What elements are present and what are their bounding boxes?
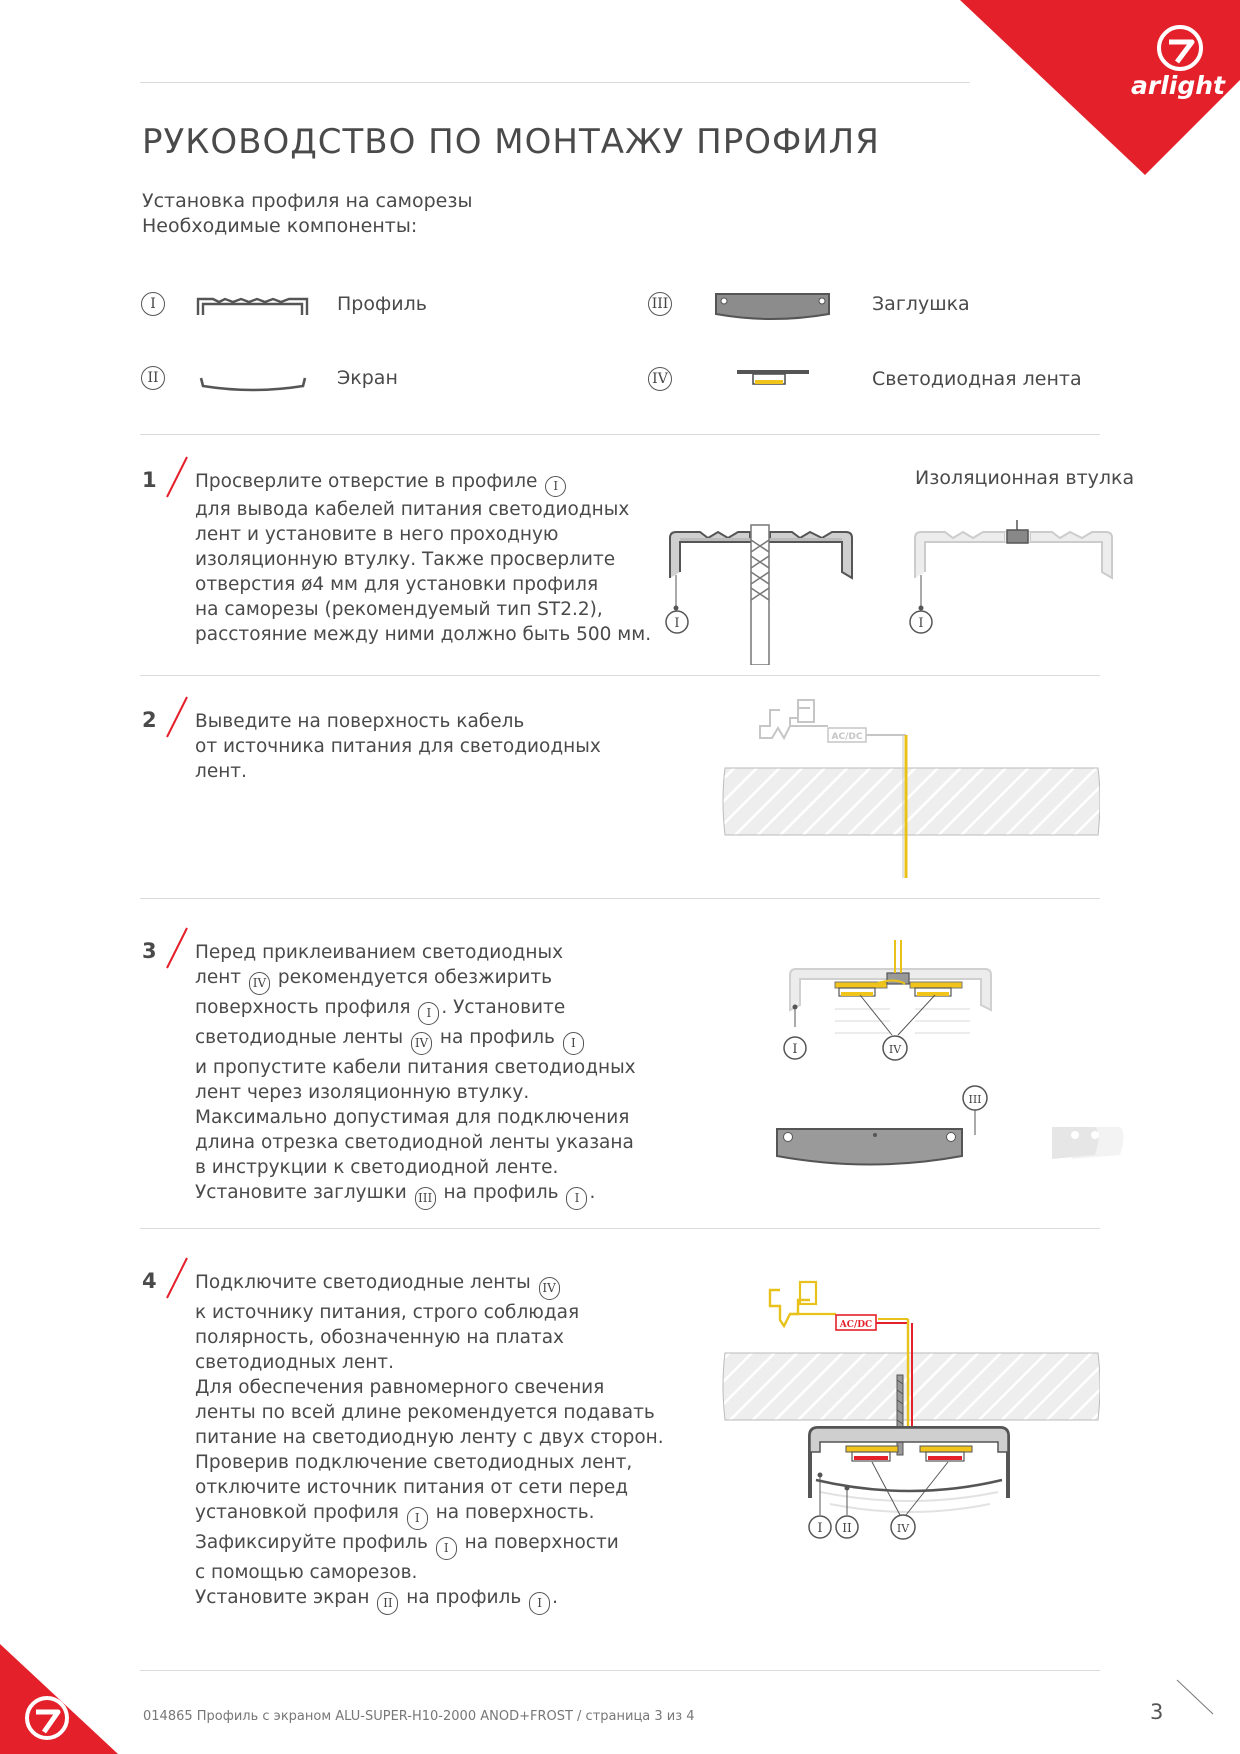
- step-text-line: Перед приклеиванием светодиодных: [195, 942, 564, 963]
- step-text-fragment: на профиль: [406, 1587, 522, 1608]
- roman-marker: IV: [648, 367, 672, 391]
- footer-text: 014865 Профиль с экраном ALU-SUPER-H10-2000 ANOD+FROST / страница 3 из 4: [143, 1709, 695, 1724]
- roman-ref: I: [563, 1032, 584, 1055]
- step-text-line: отверстия ø4 мм для установки профиля: [195, 574, 599, 595]
- step-text-fragment: установкой профиля: [195, 1502, 399, 1523]
- step-3-text: [195, 940, 636, 1210]
- bushing-label: Изоляционная втулка: [915, 467, 1135, 489]
- step-text-fragment: на поверхность.: [435, 1502, 595, 1523]
- step-text-line: Выведите на поверхность кабель: [195, 711, 525, 732]
- step-text-line: Проверив подключение светодиодных лент,: [195, 1452, 633, 1473]
- footer-divider: [140, 1670, 1100, 1671]
- step-text-fragment: рекомендуется обезжирить: [277, 967, 553, 988]
- step-text-line: лент через изоляционную втулку.: [195, 1082, 530, 1103]
- screen-icon: [198, 374, 308, 396]
- drilling-diagram: [660, 520, 1120, 665]
- step-slash: [162, 926, 192, 970]
- subtitle-line: Установка профиля на саморезы: [142, 190, 473, 212]
- step-number: 3: [142, 939, 157, 963]
- step-text-line: отключите источник питания от сети перед: [195, 1477, 629, 1498]
- step-4-text: [195, 1270, 664, 1615]
- roman-marker: III: [648, 292, 672, 316]
- roman-ref: I: [529, 1592, 550, 1615]
- step-text-line: питание на светодиодную ленту с двух сторон.: [195, 1427, 664, 1448]
- svg-text:IV: IV: [888, 1043, 902, 1056]
- step-text-line: Для обеспечения равномерного свечения: [195, 1377, 605, 1398]
- step-text-line: полярность, обозначенную на платах: [195, 1327, 564, 1348]
- ac-dc-label: AC/DC: [839, 1320, 873, 1330]
- step-text-line: лент.: [195, 761, 247, 782]
- roman-marker: II: [141, 366, 165, 390]
- step-text-fragment: светодиодные ленты: [195, 1027, 404, 1048]
- step-text-line: светодиодных лент.: [195, 1352, 394, 1373]
- page-corner-slash: [1175, 1678, 1215, 1718]
- step-1-text: [195, 469, 651, 647]
- power-connection-diagram: [720, 1270, 1100, 1540]
- step-text-line: Максимально допустимая для подключения: [195, 1107, 630, 1128]
- ac-dc-label: AC/DC: [831, 732, 863, 742]
- section-divider: [140, 1228, 1100, 1229]
- component-led-strip: [648, 367, 672, 391]
- step-text-fragment: на поверхности: [464, 1532, 619, 1553]
- roman-ref: II: [377, 1592, 398, 1615]
- step-text-fragment: Подключите светодиодные ленты: [195, 1272, 531, 1293]
- svg-text:I: I: [918, 616, 924, 631]
- step-number: 1: [142, 468, 157, 492]
- roman-ref: I: [407, 1507, 428, 1530]
- roman-ref: IV: [411, 1032, 432, 1055]
- section-divider: [140, 898, 1100, 899]
- roman-marker: I: [141, 292, 165, 316]
- step-text-line: ленты по всей длине рекомендуется подавать: [195, 1402, 655, 1423]
- end-cap-icon: [714, 291, 832, 323]
- led-install-diagram: [775, 935, 1160, 1175]
- svg-text:I: I: [792, 1042, 798, 1057]
- step-text-line: Просверлите отверстие в профиле: [195, 471, 538, 492]
- step-text-line: расстояние между ними должно быть 500 мм.: [195, 624, 652, 645]
- profile-icon: [195, 293, 310, 319]
- step-text-line: лент и установите в него проходную: [195, 524, 559, 545]
- step-slash: [162, 1256, 192, 1300]
- brand-corner-icon: [0, 1614, 120, 1754]
- step-text-line: для вывода кабелей питания светодиодных: [195, 499, 630, 520]
- step-text-fragment: на профиль: [443, 1182, 559, 1203]
- brand-corner-logo: [920, 0, 1240, 180]
- step-text-line: от источника питания для светодиодных: [195, 736, 601, 757]
- svg-text:II: II: [842, 1521, 852, 1535]
- step-text-line: в инструкции к светодиодной ленте.: [195, 1157, 559, 1178]
- step-text-fragment: на профиль: [439, 1027, 555, 1048]
- step-number: 2: [142, 708, 157, 732]
- subtitle: [142, 189, 472, 239]
- subtitle-line: Необходимые компоненты:: [142, 215, 418, 237]
- component-label: Светодиодная лента: [872, 368, 1082, 390]
- component-label: Профиль: [337, 293, 427, 315]
- step-text-fragment: .: [589, 1182, 596, 1203]
- component-screen: [141, 366, 165, 390]
- page-title: РУКОВОДСТВО ПО МОНТАЖУ ПРОФИЛЯ: [142, 122, 880, 162]
- roman-ref: III: [415, 1187, 436, 1210]
- roman-ref: IV: [249, 972, 270, 995]
- roman-ref: IV: [539, 1277, 560, 1300]
- svg-text:arlight: arlight: [1131, 71, 1225, 100]
- step-text-line: длина отрезка светодиодной ленты указана: [195, 1132, 634, 1153]
- step-text-line: и пропустите кабели питания светодиодных: [195, 1057, 636, 1078]
- step-text-fragment: Установите экран: [195, 1587, 370, 1608]
- step-slash: [162, 455, 192, 499]
- component-label: Заглушка: [872, 293, 970, 315]
- step-2-text: [195, 709, 601, 784]
- roman-ref: I: [566, 1187, 587, 1210]
- step-text-line: изоляционную втулку. Также просверлите: [195, 549, 616, 570]
- step-text-fragment: Установите заглушки: [195, 1182, 407, 1203]
- component-label: Экран: [337, 367, 398, 389]
- svg-text:III: III: [968, 1093, 982, 1106]
- page-number: 3: [1150, 1700, 1164, 1724]
- surface-cable-diagram: [720, 690, 1100, 880]
- step-text-fragment: лент: [195, 967, 242, 988]
- section-divider: [140, 675, 1100, 676]
- step-slash: [162, 695, 192, 739]
- component-end-cap: [648, 292, 672, 316]
- step-text-line: на саморезы (рекомендуемый тип ST2.2),: [195, 599, 603, 620]
- roman-ref: I: [436, 1537, 457, 1560]
- step-text-line: с помощью саморезов.: [195, 1562, 418, 1583]
- component-profile: [141, 292, 165, 316]
- led-strip-icon: [735, 367, 811, 391]
- top-divider: [140, 82, 970, 83]
- svg-text:I: I: [674, 616, 680, 631]
- step-text-fragment: . Установите: [441, 997, 566, 1018]
- step-text-fragment: поверхность профиля: [195, 997, 411, 1018]
- step-text-line: к источнику питания, строго соблюдая: [195, 1302, 580, 1323]
- roman-ref: I: [418, 1002, 439, 1025]
- step-number: 4: [142, 1269, 157, 1293]
- section-divider: [140, 434, 1100, 435]
- roman-ref: I: [545, 476, 566, 497]
- step-text-fragment: Зафиксируйте профиль: [195, 1532, 428, 1553]
- svg-text:IV: IV: [896, 1522, 910, 1535]
- svg-text:I: I: [817, 1521, 823, 1536]
- step-text-fragment: .: [552, 1587, 559, 1608]
